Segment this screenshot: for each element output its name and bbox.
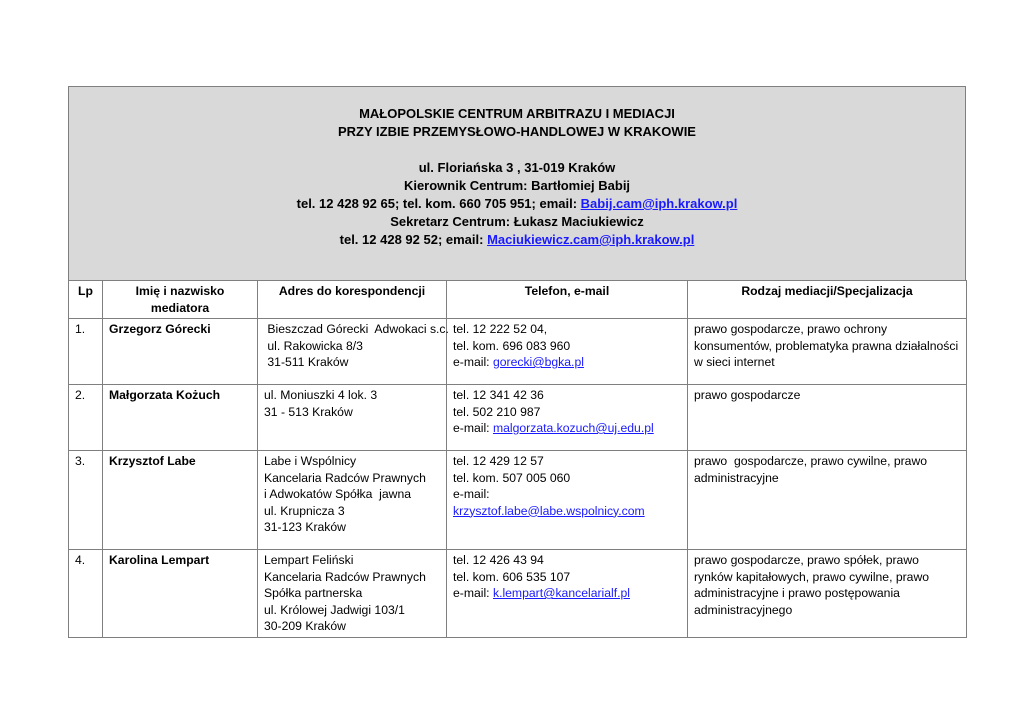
mediator-contact [447,451,688,550]
address-line: 31-123 Kraków [264,520,346,534]
mediator-contact [447,319,688,385]
table-row [69,385,967,451]
email-link[interactable]: gorecki@bgka.pl [492,355,584,369]
mediator-address [258,319,447,385]
col-header-address: Adres do korespondencji [258,281,447,319]
mediator-contact [447,385,688,451]
mediator-address [258,550,447,638]
header-secretary: Sekretarz Centrum: Łukasz Maciukiewicz [390,214,644,229]
phone-line: tel. 12 426 43 94 [453,553,544,567]
email-label: e-mail: [453,355,493,369]
header-title-line2: PRZY IZBIE PRZEMYSŁOWO-HANDLOWEJ W KRAKOWIE [338,124,696,139]
mediator-address [258,451,447,550]
address-line: ul. Moniuszki 4 lok. 3 [264,388,378,402]
email-link[interactable]: malgorzata.kozuch@uj.edu.pl [492,421,654,435]
phone-line: tel. 12 429 12 57 [453,454,544,468]
table-row [69,550,967,638]
col-header-name: Imię i nazwisko mediatora [103,281,258,319]
address-line: 31-511 Kraków [264,355,349,369]
mediators-table [68,280,967,638]
header-address: ul. Floriańska 3 , 31-019 Kraków [418,160,616,175]
address-line: Kancelaria Radców Prawnych [264,470,426,485]
phone-line: tel. kom. 696 083 960 [453,338,571,353]
col-header-specialization: Rodzaj mediacji/Specjalizacja [688,281,967,319]
email-link[interactable]: k.lempart@kancelarialf.pl [492,586,630,600]
phone-line: tel. kom. 606 535 107 [453,569,571,584]
mediator-name: Krzysztof Labe [103,451,258,550]
address-line: Kancelaria Radców Prawnych [264,569,426,584]
table-header-row [69,281,967,319]
phone-line: tel. 12 341 42 36 [453,388,544,402]
row-number: 1. [69,319,103,385]
phone-line: tel. 502 210 987 [453,404,541,419]
mediator-contact [447,550,688,638]
row-number: 4. [69,550,103,638]
mediator-address [258,385,447,451]
mediator-specialization: prawo gospodarcze [688,385,967,451]
header-title-line1: MAŁOPOLSKIE CENTRUM ARBITRAZU I MEDIACJI [359,106,675,121]
address-line: Bieszczad Górecki Adwokaci s.c. [264,322,449,336]
secretary-contact-text: tel. 12 428 92 52; email: [339,232,488,247]
col-header-contact: Telefon, e-mail [447,281,688,319]
email-label: e-mail: [453,487,490,501]
mediator-specialization: prawo gospodarcze, prawo cywilne, prawo administracyjne [688,451,967,550]
address-line: Lempart Feliński [264,553,354,567]
address-line: ul. Królowej Jadwigi 103/1 [264,602,405,617]
secretary-email-link[interactable]: Maciukiewicz.cam@iph.krakow.pl [487,232,695,247]
row-number: 2. [69,385,103,451]
mediator-specialization: prawo gospodarcze, prawo spółek, prawo rynków kapitałowych, prawo cywilne, prawo administracyjne i prawo postępowania administracyjnego [688,550,967,638]
mediators-document [68,86,966,638]
mediator-name: Małgorzata Kożuch [103,385,258,451]
address-line: i Adwokatów Spółka jawna [264,487,412,501]
header-director-contact [69,195,965,213]
address-line: 30-209 Kraków [264,619,346,633]
header-secretary-contact [69,231,965,249]
mediator-name: Karolina Lempart [103,550,258,638]
table-row [69,319,967,385]
address-line: 31 - 513 Kraków [264,404,353,419]
address-line: ul. Rakowicka 8/3 [264,338,363,353]
director-contact-text: tel. 12 428 92 65; tel. kom. 660 705 951; email: [296,196,581,211]
address-line: ul. Krupnicza 3 [264,503,345,518]
mediator-specialization: prawo gospodarcze, prawo ochrony konsumentów, problematyka prawna działalności w sieci internet [688,319,967,385]
table-row [69,451,967,550]
phone-line: tel. kom. 507 005 060 [453,470,571,485]
director-email-link[interactable]: Babij.cam@iph.krakow.pl [580,196,738,211]
center-header [68,86,966,280]
address-line: Labe i Wspólnicy [264,454,357,468]
phone-line: tel. 12 222 52 04, [453,322,548,336]
email-label: e-mail: [453,586,493,600]
email-label: e-mail: [453,421,493,435]
header-director: Kierownik Centrum: Bartłomiej Babij [403,178,631,193]
address-line: Spółka partnerska [264,586,363,600]
row-number: 3. [69,451,103,550]
mediator-name: Grzegorz Górecki [103,319,258,385]
email-link[interactable]: krzysztof.labe@labe.wspolnicy.com [453,503,645,518]
col-header-lp: Lp [69,281,103,319]
